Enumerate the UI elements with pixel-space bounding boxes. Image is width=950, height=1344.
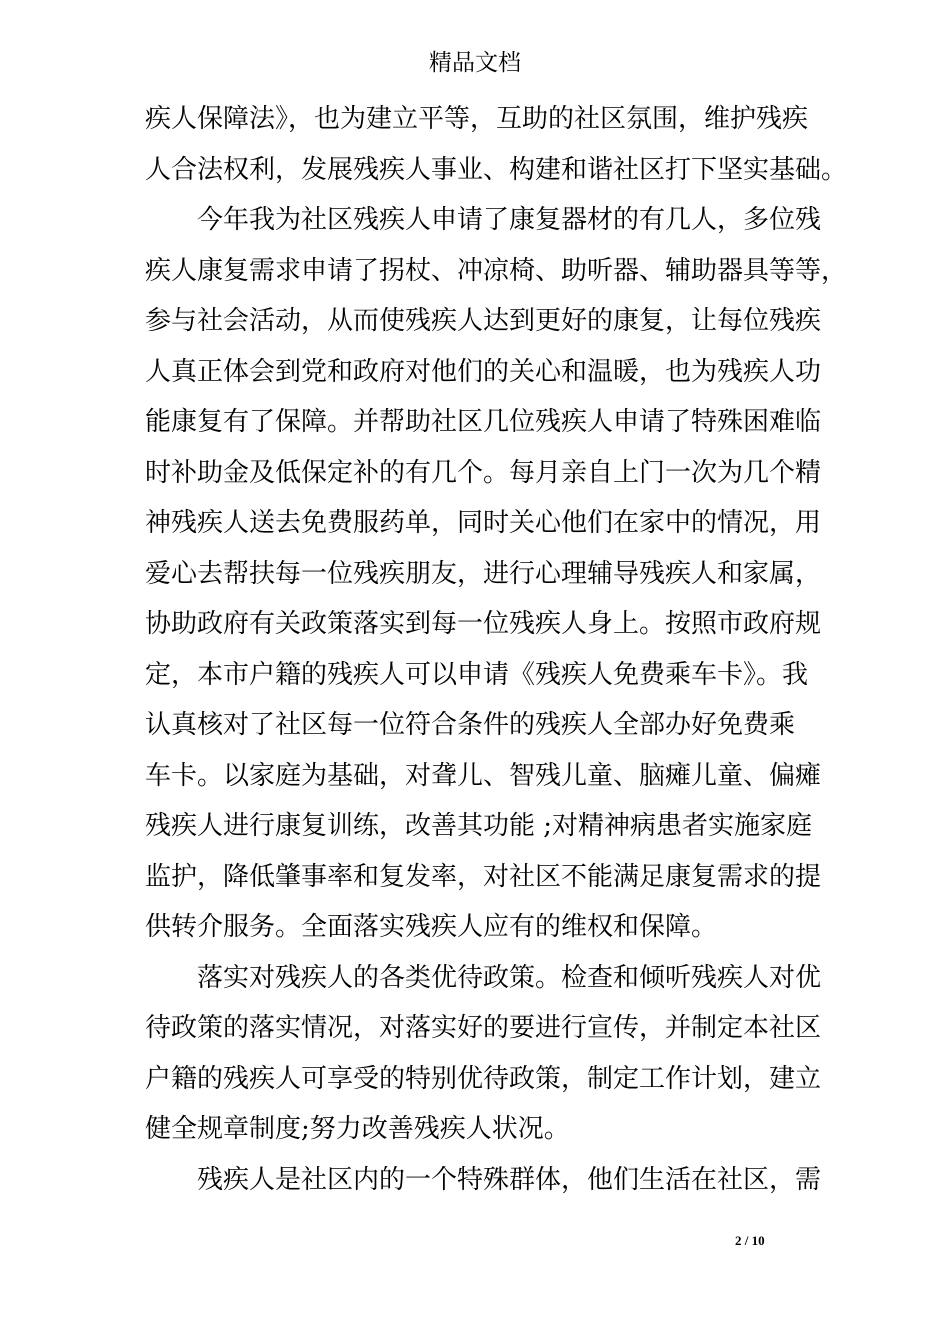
text-line: 能康复有了保障。并帮助社区几位残疾人申请了特殊困难临 [145, 407, 822, 437]
text-line: 落实对残疾人的各类优待政策。检查和倾听残疾人对优 [197, 962, 822, 993]
text-line: 人真正体会到党和政府对他们的关心和温暖，也为残疾人功 [145, 356, 822, 387]
text-line: 残疾人进行康复训练，改善其功能 ;对精神病患者实施家庭 [145, 811, 813, 841]
text-line: 监护，降低肇事率和复发率，对社区不能满足康复需求的提 [145, 861, 822, 892]
text-line: 残疾人是社区内的一个特殊群体，他们生活在社区，需 [197, 1164, 822, 1195]
text-line: 爱心去帮扶每一位残疾朋友，进行心理辅导残疾人和家属， [145, 558, 822, 589]
text-line: 协助政府有关政策落实到每一位残疾人身上。按照市政府规 [145, 609, 822, 639]
text-line: 认真核对了社区每一位符合条件的残疾人全部办好免费乘 [145, 710, 796, 740]
text-line: 时补助金及低保定补的有几个。每月亲自上门一次为几个精 [145, 457, 822, 488]
text-line: 今年我为社区残疾人申请了康复器材的有几人，多位残 [197, 205, 822, 235]
text-line: 疾人康复需求申请了拐杖、冲凉椅、助听器、辅助器具等等， [145, 255, 848, 286]
document-body [145, 94, 848, 1205]
text-line: 定，本市户籍的残疾人可以申请《残疾人免费乘车卡》。我 [145, 659, 809, 690]
text-line: 户籍的残疾人可享受的特别优待政策，制定工作计划，建立 [145, 1063, 822, 1094]
text-line: 神残疾人送去免费服药单，同时关心他们在家中的情况，用 [145, 508, 822, 538]
text-line: 供转介服务。全面落实残疾人应有的维权和保障。 [145, 912, 718, 942]
text-line: 疾人保障法》，也为建立平等，互助的社区氛围，维护残疾 [145, 104, 809, 134]
text-line: 参与社会活动，从而使残疾人达到更好的康复，让每位残疾 [145, 306, 822, 336]
text-line: 待政策的落实情况，对落实好的要进行宣传，并制定本社区 [145, 1013, 822, 1043]
text-line: 人合法权利，发展残疾人事业、构建和谐社区打下坚实基础。 [145, 154, 848, 185]
text-line: 健全规章制度;努力改善残疾人状况。 [145, 1114, 570, 1144]
page-number: 2 / 10 [735, 1233, 765, 1248]
page-header-title: 精品文档 [429, 50, 521, 76]
text-line: 车卡。以家庭为基础，对聋儿、智残儿童、脑瘫儿童、偏瘫 [145, 760, 822, 791]
